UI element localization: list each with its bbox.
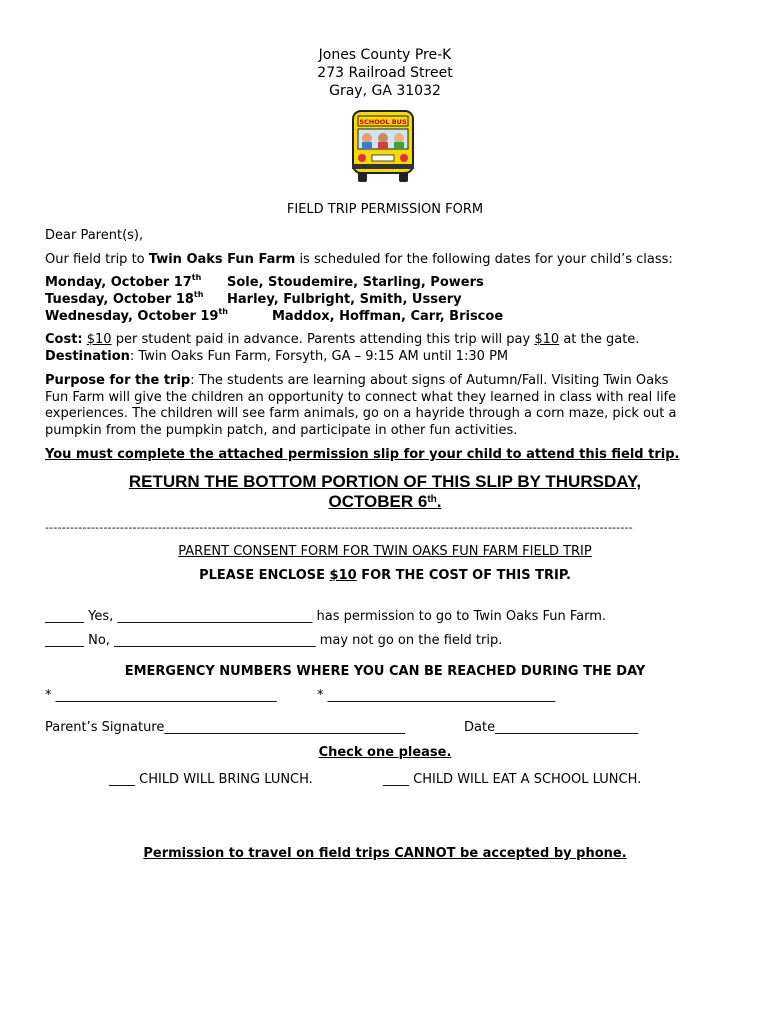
school-address xyxy=(45,46,725,100)
school-name: Jones County Pre-K xyxy=(318,47,452,63)
schedule-day: Wednesday, October 19th xyxy=(45,307,228,324)
lunch-bring-option[interactable]: ____ CHILD WILL BRING LUNCH. xyxy=(109,772,313,787)
farm-name: Twin Oaks Fun Farm xyxy=(148,252,296,267)
school-street: 273 Railroad Street xyxy=(317,65,453,81)
phone-notice: Permission to travel on field trips CANNOT be accepted by phone. xyxy=(143,846,627,861)
schedule-day: Monday, October 17th xyxy=(45,273,202,290)
destination-line: Destination: Twin Oaks Fun Farm, Forsyth, GA – 9:15 AM until 1:30 PM xyxy=(45,349,509,364)
cut-line: --------------------------------------------------------------------------------------------------------------------------------------------- xyxy=(45,521,633,534)
consent-title: PARENT CONSENT FORM FOR TWIN OAKS FUN FARM FIELD TRIP xyxy=(178,544,592,559)
schedule-classes: Sole, Stoudemire, Starling, Powers xyxy=(227,275,484,290)
emergency-title: EMERGENCY NUMBERS WHERE YOU CAN BE REACHED DURING THE DAY xyxy=(124,664,646,679)
date-field[interactable]: Date______________________ xyxy=(464,720,639,735)
form-title: FIELD TRIP PERMISSION FORM xyxy=(286,202,484,217)
schedule-classes: Maddox, Hoffman, Carr, Briscoe xyxy=(272,309,504,324)
consent-no-line[interactable]: ______ No, _______________________________ may not go on the field trip. xyxy=(45,633,503,648)
bus-sign: SCHOOL BUS xyxy=(359,118,407,126)
cost-line: Cost: $10 per student paid in advance. Parents attending this trip will pay $10 at the gate. xyxy=(45,332,640,347)
greeting: Dear Parent(s), xyxy=(45,228,144,243)
consent-yes-line[interactable]: ______ Yes, ______________________________ has permission to go to Twin Oaks Fun Farm. xyxy=(45,609,607,624)
emergency-number-1[interactable]: * __________________________________ xyxy=(45,688,277,703)
school-bus-icon xyxy=(350,108,416,184)
return-notice: RETURN THE BOTTOM PORTION OF THIS SLIP BY THURSDAY, OCTOBER 6th. xyxy=(128,472,642,511)
purpose-paragraph: Purpose for the trip: The students are learning about signs of Autumn/Fall. Visiting Twin Oaks Fun Farm will give the children an opportunity to connect what they learned in class with real life experiences. The children will see farm animals, go on a hayride through a corn maze, pick out a pumpkin from the pumpkin patch, and participate in other fun activities. xyxy=(45,373,677,438)
schedule-day: Tuesday, October 18th xyxy=(45,290,204,307)
schedule-classes: Harley, Fulbright, Smith, Ussery xyxy=(227,292,462,307)
school-city: Gray, GA 31032 xyxy=(329,83,441,99)
enclose-notice: PLEASE ENCLOSE $10 FOR THE COST OF THIS TRIP. xyxy=(199,568,571,583)
emergency-number-2[interactable]: * ___________________________________ xyxy=(317,688,556,703)
check-one-label: Check one please. xyxy=(318,745,452,760)
intro-line: Our field trip to Twin Oaks Fun Farm is scheduled for the following dates for your child’s class: xyxy=(45,252,673,267)
parent-signature-field[interactable]: Parent’s Signature_____________________________________ xyxy=(45,720,405,735)
lunch-school-option[interactable]: ____ CHILD WILL EAT A SCHOOL LUNCH. xyxy=(383,772,642,787)
must-complete-notice: You must complete the attached permission slip for your child to attend this field trip. xyxy=(45,447,680,462)
